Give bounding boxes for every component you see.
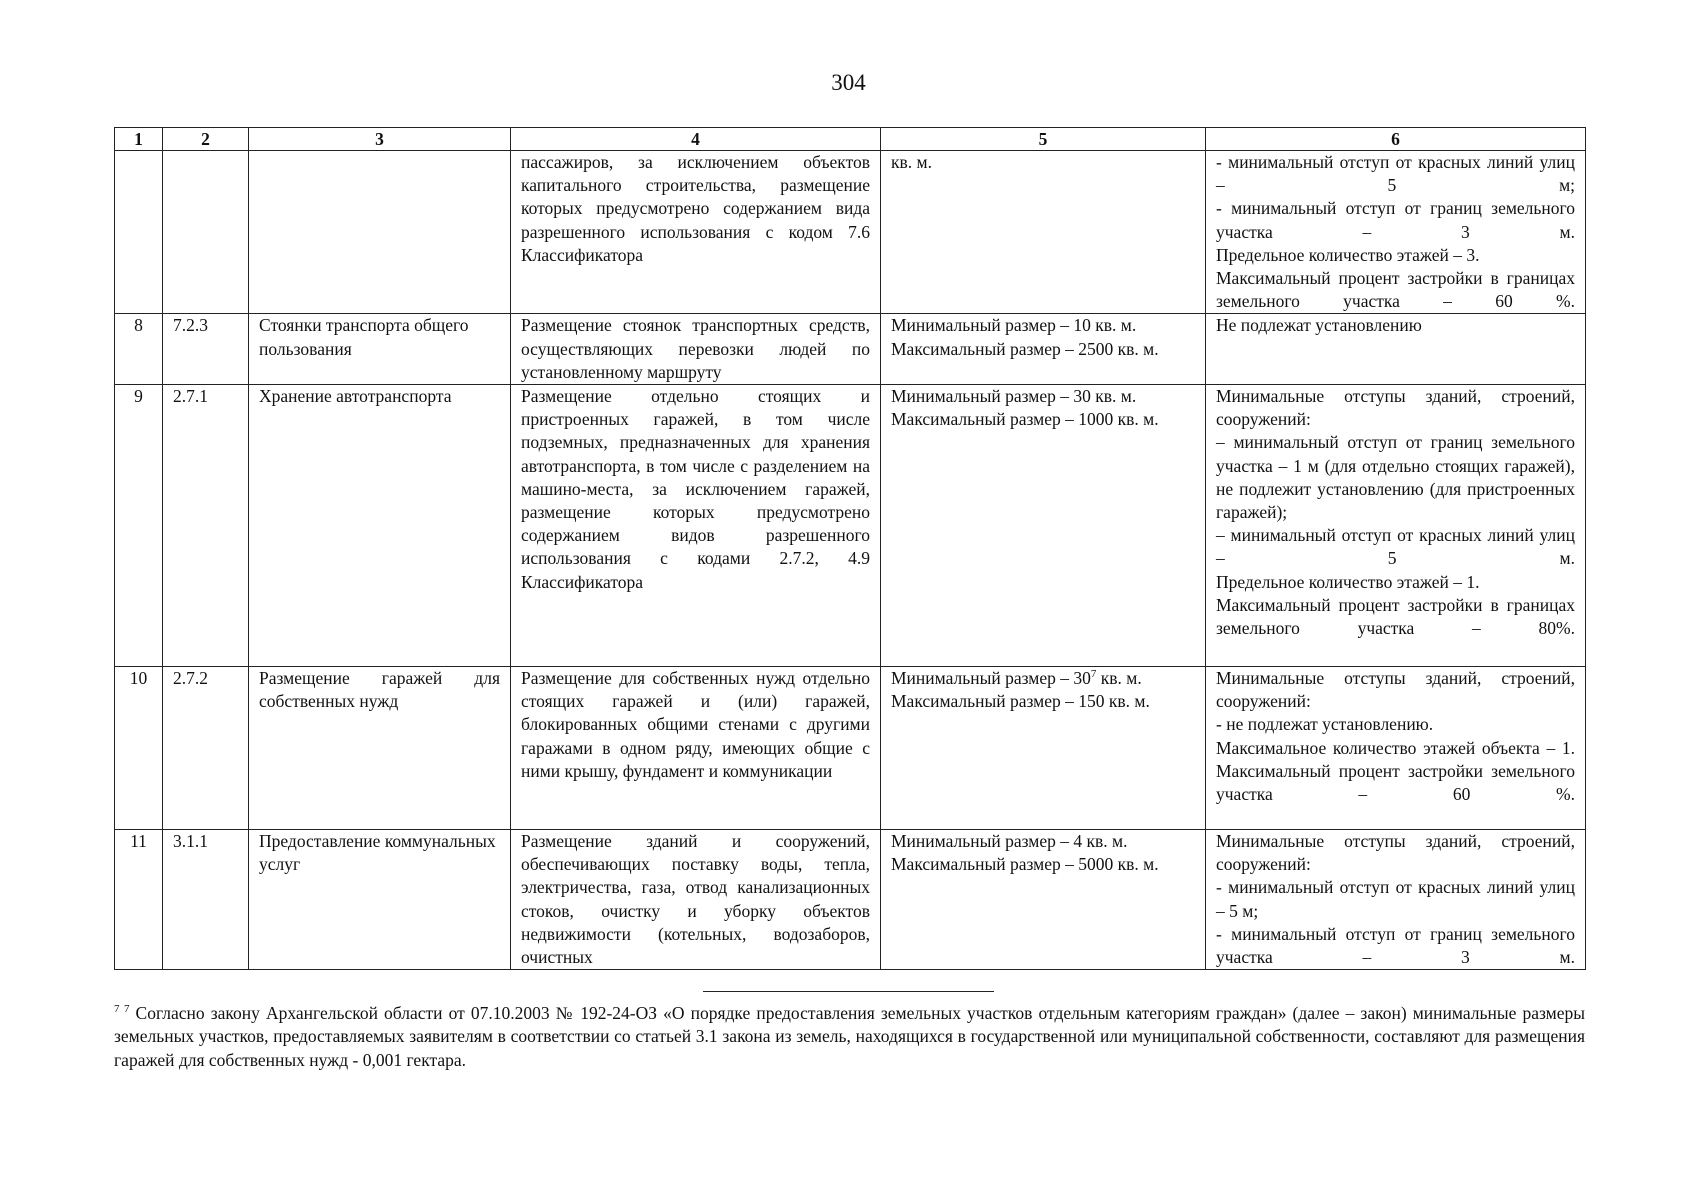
plot-size [881,314,1206,385]
size-line: Минимальный размер – 10 кв. м. [891,315,1137,336]
size-line: Максимальный размер – 2500 кв. м. [891,338,1159,359]
param-line: Предельное количество этажей – 1. [1216,571,1480,592]
size-line: Минимальный размер – 4 кв. м. [891,831,1128,852]
building-parameters [1206,385,1586,667]
size-line: Максимальный размер – 150 кв. м. [891,691,1150,712]
param-line: – минимальный отступ от границ земельного участка – 1 м (для отдельно стоящих гаражей), не подлежит установлению (для пристроенных гаражей); [1216,432,1575,523]
table-row [115,667,1586,830]
param-line: Максимальное количество этажей объекта – 1. [1216,737,1575,758]
row-number: 9 [115,385,163,667]
footnote [114,1002,1585,1072]
use-name: Стоянки транспорта общего пользования [249,314,511,385]
column-header: 5 [881,128,1206,151]
use-description: Размещение для собственных нужд отдельно стоящих гаражей и (или) гаражей, блокированных общими стенами с другими гаражами в одном ряду, имеющих общие с ними крышу, фундамент и коммуникации [511,667,881,830]
plot-size [881,151,1206,314]
column-header: 4 [511,128,881,151]
column-header: 6 [1206,128,1586,151]
size-line: кв. м. [891,152,932,172]
use-description: пассажиров, за исключением объектов капитального строительства, размещение которых предусмотрено содержанием вида разрешенного использования с кодом 7.6 Классификатора [511,151,881,314]
size-min-unit: кв. м. [1096,668,1142,689]
param-line: Предельное количество этажей – 3. [1216,244,1480,265]
size-line-min [891,667,1195,690]
row-number: 10 [115,667,163,830]
footnote-reference: 7 [1090,668,1097,681]
classifier-code: 2.7.2 [163,667,249,830]
plot-size [881,667,1206,830]
row-number: 11 [115,830,163,970]
param-line: Минимальные отступы зданий, строений, сооружений: [1216,831,1575,875]
param-line: Минимальные отступы зданий, строений, сооружений: [1216,668,1575,712]
size-line: Минимальный размер – 30 кв. м. [891,386,1137,407]
footnote-marker: 7 7 [114,1003,130,1016]
classifier-code: 7.2.3 [163,314,249,385]
use-description: Размещение зданий и сооружений, обеспечивающих поставку воды, тепла, электричества, газа, отвод канализационных стоков, очистку и уборку объектов недвижимости (котельных, водозаборов, очистных [511,830,881,970]
table-row [115,314,1586,385]
footnote-separator [703,991,994,992]
plot-size [881,830,1206,970]
param-line: Максимальный процент застройки в границах земельного участка – 60 %. [1216,268,1575,312]
building-parameters [1206,314,1586,385]
column-header: 1 [115,128,163,151]
param-line: Не подлежат установлению [1216,315,1422,336]
table-row [115,151,1586,314]
param-line: Минимальные отступы зданий, строений, сооружений: [1216,386,1575,430]
column-header: 2 [163,128,249,151]
use-description: Размещение стоянок транспортных средств, осуществляющих перевозки людей по установленному маршруту [511,314,881,385]
classifier-code: 2.7.1 [163,385,249,667]
land-use-table [114,127,1586,970]
row-number [115,151,163,314]
param-line: - минимальный отступ от красных линий улиц – 5 м; [1216,152,1575,196]
classifier-code [163,151,249,314]
size-min-text: Минимальный размер – 30 [891,668,1091,689]
building-parameters [1206,667,1586,830]
param-line: - минимальный отступ от границ земельного участка – 3 м. [1216,923,1575,968]
use-name: Предоставление коммунальных услуг [249,830,511,970]
param-line: - минимальный отступ от границ земельного участка – 3 м. [1216,198,1575,242]
table-header-row [115,128,1586,151]
table-row [115,830,1586,970]
use-name: Размещение гаражей для собственных нужд [249,667,511,830]
param-line: Максимальный процент застройки земельного участка – 60 %. [1216,760,1575,805]
size-line: Максимальный размер – 1000 кв. м. [891,409,1159,430]
row-number: 8 [115,314,163,385]
column-header: 3 [249,128,511,151]
building-parameters [1206,830,1586,970]
plot-size [881,385,1206,667]
param-line: Максимальный процент застройки в границах земельного участка – 80%. [1216,594,1575,639]
building-parameters [1206,151,1586,314]
use-name: Хранение автотранспорта [249,385,511,667]
param-line: - минимальный отступ от красных линий улиц – 5 м; [1216,877,1575,921]
classifier-code: 3.1.1 [163,830,249,970]
footnote-text: Согласно закону Архангельской области от 07.10.2003 № 192-24-ОЗ «О порядке предоставления земельных участков отдельным категориям граждан» (далее – закон) минимальные размеры земельных участков, предоставляемых заявителям в соответствии со статьей 3.1 закона из земель, находящихся в государственной или муниципальной собственности, составляют для размещения гаражей для собственных нужд - 0,001 гектара. [114,1003,1585,1070]
param-line: – минимальный отступ от красных линий улиц – 5 м. [1216,525,1575,569]
table-row [115,385,1586,667]
use-description: Размещение отдельно стоящих и пристроенных гаражей, в том числе подземных, предназначенных для хранения автотранспорта, в том числе с разделением на машино-места, за исключением гаражей, размещение которых предусмотрено содержанием видов разрешенного использования с кодами 2.7.2, 4.9 Классификатора [511,385,881,667]
param-line: - не подлежат установлению. [1216,714,1434,735]
size-line: Максимальный размер – 5000 кв. м. [891,854,1159,875]
use-name [249,151,511,314]
page-number: 304 [831,70,866,95]
